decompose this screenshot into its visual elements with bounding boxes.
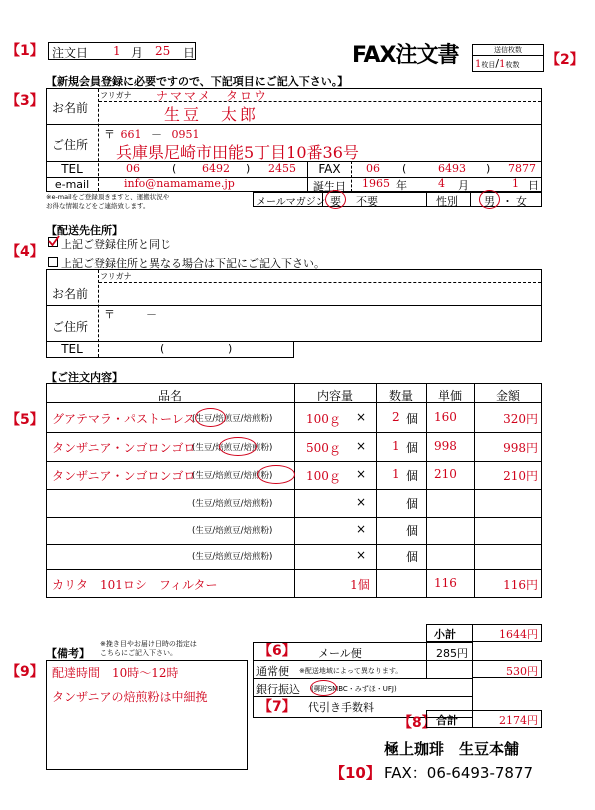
member-tel-label: TEL [61,162,83,176]
member-fax-close: ) [486,162,491,175]
marker-6: 【6】 [258,643,296,659]
row3-x: × [356,467,367,481]
total-label: 合計 [436,714,458,727]
row7-price: 116 [434,576,457,590]
member-address-label: ご住所 [52,138,89,152]
col-price: 単価 [437,389,462,403]
member-address: 兵庫県尼崎市田能5丁目10番36号 [116,143,359,162]
magazine-yes[interactable]: 要 [330,195,341,208]
order-date-label: 注文日 [52,46,89,60]
row3-qty-unit: 個 [406,469,419,483]
shop-fax: FAX：06-6493-7877 [384,764,534,782]
shipping-address-label: ご住所 [52,320,89,334]
row4-opts: (生豆/焙煎豆/焙煎粉) [192,499,273,509]
member-birth-month: 4 [438,177,445,190]
member-notice: 【新規会員登録に必要ですので、下記項目にご記入下さい。】 [46,75,349,88]
row1-qty-unit: 個 [406,412,419,426]
row1-opts: (生豆/焙煎豆/焙煎粉) [192,414,273,424]
bank-circle [310,680,337,696]
row3-opt-circle [257,465,295,484]
marker-10: 【10】 [330,764,381,782]
member-email-label: e-mail [54,178,90,191]
cod-label: 代引き手数料 [308,701,374,714]
shipping-tel-label: TEL [61,342,83,356]
diff-address-checkbox[interactable] [48,257,58,267]
remarks-note: ※挽き目やお届け日時の指定は こちらにご記入下さい。 [100,640,197,657]
member-furigana-label: フリガナ [100,91,132,100]
marker-4: 【4】 [6,244,44,260]
marker-3: 【3】 [6,93,44,109]
same-address-checkbox[interactable] [48,237,58,247]
remarks-line2: タンザニアの焙煎粉は中細挽 [52,690,208,704]
member-fax2: 6493 [438,162,466,175]
row1-name: グアテマラ・パストーレス [52,412,196,426]
row6-x: × [356,548,367,562]
member-furigana: ナママメ タロウ [156,89,269,103]
gender-label: 性別 [436,195,458,208]
bank-label: 銀行振込 [256,683,300,696]
shipping-furigana-label: フリガナ [100,272,132,281]
col-amount: 内容量 [316,389,353,403]
row4-x: × [356,495,367,509]
member-fax3: 7877 [508,162,536,175]
shop-name: 極上珈琲 生豆本舗 [384,740,520,758]
pages-label: 送信枚数 [494,46,522,54]
marker-5: 【5】 [6,412,44,428]
shipping-tel-open: ( [160,342,165,355]
order-date-box [48,42,196,60]
member-year-unit: 年 [396,179,407,192]
row2-name: タンザニア・ンゴロンゴロ [52,441,196,455]
member-tel1: 06 [126,162,140,175]
row2-qty-unit: 個 [406,441,419,455]
pages-current-unit: 枚目 [481,61,496,69]
row2-x: × [356,439,367,453]
check-icon [48,235,60,247]
normal-label: 通常便 [256,665,289,678]
order-day: 25 [155,44,171,58]
member-tel2: 6492 [202,162,230,175]
gender-female[interactable]: 女 [516,195,527,208]
magazine-yes-circle [325,190,346,209]
member-birth-day: 1 [512,177,519,190]
remarks-line1: 配達時間 10時～12時 [52,666,179,680]
member-day-unit: 日 [528,179,539,192]
bank-circled: 郵貯 [313,685,328,693]
row1-total: 320円 [503,412,538,426]
row1-price: 160 [434,410,457,424]
row1-opt-circle [195,408,226,427]
total-value: 2174円 [499,714,538,727]
magazine-label: メールマガジン [256,197,326,208]
mail-value: 285円 [436,647,468,660]
row3-total: 210円 [503,469,538,483]
bank-rest: SMBC・みずほ・UFJ) [327,685,397,693]
member-email-note: ※e-mailをご登録頂きますと、運搬状況や お得な情報などをご連絡致します。 [46,193,170,210]
same-address-label: 上記ご登録住所と同じ [61,238,171,251]
marker-8: 【8】 [398,715,436,731]
gender-male[interactable]: 男 [484,195,495,208]
member-postal-mark: 〒 [104,128,115,141]
row1-amount: 100ｇ [306,412,341,426]
row6-opts: (生豆/焙煎豆/焙煎粉) [192,552,273,562]
member-tel-close: ) [246,162,251,175]
gender-male-circle [479,190,500,209]
member-tel3: 2455 [268,162,296,175]
row2-total: 998円 [503,441,538,455]
normal-value: 530円 [506,665,538,678]
pages-total-unit: 枚数 [505,61,520,69]
row2-amount: 500ｇ [306,441,341,455]
pages-box [472,44,544,72]
member-birthday-label: 誕生日 [313,180,346,193]
row5-x: × [356,522,367,536]
member-fax1: 06 [366,162,380,175]
order-month: 1 [113,44,121,58]
shipping-postal-dash: － [146,308,157,321]
member-birth-year: 1965 [362,177,390,190]
row2-opt-circle [219,437,257,456]
shipping-tel-close: ) [228,342,233,355]
col-total: 金額 [495,389,520,403]
magazine-no[interactable]: 不要 [356,195,378,208]
row3-amount: 100ｇ [306,469,341,483]
row2-price: 998 [434,439,457,453]
diff-address-label: 上記ご登録住所と異なる場合は下記にご記入下さい。 [61,257,325,270]
pages-current: 1 [475,59,482,70]
member-tel-open: ( [172,162,177,175]
member-email: info@namamame.jp [124,177,235,190]
member-name: 生豆 太郎 [164,105,260,124]
member-fax-label: FAX [318,162,341,176]
shipping-name-label: お名前 [52,287,89,301]
row6-qty-unit: 個 [406,550,419,564]
row3-price: 210 [434,467,457,481]
row2-opts: (生豆/焙煎豆/焙煎粉) [192,443,273,453]
mail-label: メール便 [318,647,362,660]
subtotal-label: 小計 [434,628,456,641]
member-postal2: 0951 [171,128,200,141]
shipping-postal-mark: 〒 [104,308,115,321]
col-qty: 数量 [388,389,413,403]
remarks-label: 【備考】 [46,647,90,660]
member-fax-open: ( [402,162,407,175]
row5-qty-unit: 個 [406,524,419,538]
member-month-unit: 月 [458,179,469,192]
col-name: 品名 [157,389,182,403]
row5-opts: (生豆/焙煎豆/焙煎粉) [192,526,273,536]
normal-note: ※配送地域によって異なります。 [299,667,403,675]
row7-qty: 1個 [350,578,370,592]
order-heading: 【ご注文内容】 [46,371,123,384]
row1-qty: 2 [392,410,400,424]
row7-name: カリタ 101ロシ フィルター [52,578,218,592]
member-postal1: 661 [120,128,142,141]
marker-9: 【9】 [6,664,44,680]
marker-7: 【7】 [258,699,296,715]
row3-opts: (生豆/焙煎豆/焙煎粉) [192,471,273,481]
row2-qty: 1 [392,439,400,453]
gender-dot: ・ [502,195,513,208]
row7-total: 116円 [503,578,538,592]
member-name-label: お名前 [52,101,89,115]
pages-sep: / [495,57,500,70]
row4-qty-unit: 個 [406,497,419,511]
pages-total: 1 [499,59,506,70]
row3-name: タンザニア・ンゴロンゴロ [52,469,196,483]
marker-1: 【1】 [6,43,44,59]
order-day-unit: 日 [183,46,196,60]
subtotal-value: 1644円 [499,628,538,641]
member-postal-dash: － [151,128,162,141]
order-month-unit: 月 [131,46,144,60]
row3-qty: 1 [392,467,400,481]
row1-x: × [356,410,367,424]
marker-2: 【2】 [546,52,584,68]
page-title: FAX注文書 [352,43,459,68]
shipping-heading: 【配送先住所】 [46,224,123,237]
